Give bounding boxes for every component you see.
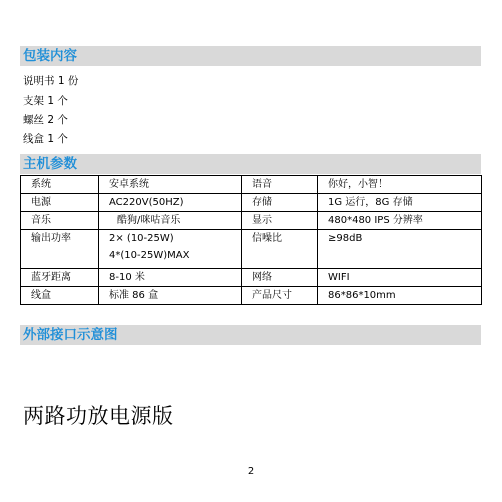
spec-value: WIFI bbox=[318, 269, 482, 287]
spec-label: 存储 bbox=[242, 194, 318, 212]
table-row bbox=[21, 269, 482, 287]
spec-label: 网络 bbox=[242, 269, 318, 287]
spec-label: 系统 bbox=[21, 176, 99, 194]
package-item: 螺丝 2 个 bbox=[23, 114, 68, 126]
spec-value: 2× (10-25W) bbox=[99, 230, 242, 248]
spec-value: AC220V(50HZ) bbox=[99, 194, 242, 212]
spec-label: 语音 bbox=[242, 176, 318, 194]
package-item: 说明书 1 份 bbox=[23, 75, 79, 87]
table-row bbox=[21, 194, 482, 212]
spec-value: 酷狗/咪咕音乐 bbox=[99, 212, 242, 230]
product-variant-title: 两路功放电源版 bbox=[23, 404, 174, 428]
spec-value: 8-10 米 bbox=[99, 269, 242, 287]
spec-label: 电源 bbox=[21, 194, 99, 212]
table-row bbox=[21, 176, 482, 194]
spec-value: 标准 86 盒 bbox=[99, 287, 242, 305]
table-row bbox=[21, 287, 482, 305]
spec-value: 1G 运行，8G 存储 bbox=[318, 194, 482, 212]
spec-value: 86*86*10mm bbox=[318, 287, 482, 305]
spec-label: 线盒 bbox=[21, 287, 99, 305]
table-row bbox=[21, 212, 482, 230]
page-number: 2 bbox=[247, 466, 255, 477]
section-heading-package: 包装内容 bbox=[20, 46, 481, 66]
spec-label: 产品尺寸 bbox=[242, 287, 318, 305]
spec-value: 480*480 IPS 分辨率 bbox=[318, 212, 482, 230]
spec-label: 蓝牙距离 bbox=[21, 269, 99, 287]
specs-table bbox=[20, 175, 482, 305]
package-item: 线盒 1 个 bbox=[23, 133, 68, 145]
spec-label: 音乐 bbox=[21, 212, 99, 230]
spec-label: 显示 bbox=[242, 212, 318, 230]
spec-value: 安卓系统 bbox=[99, 176, 242, 194]
section-heading-specs: 主机参数 bbox=[20, 154, 481, 174]
spec-value: ≥98dB bbox=[318, 230, 482, 269]
spec-value: 4*(10-25W)MAX bbox=[99, 247, 242, 268]
section-heading-interface: 外部接口示意图 bbox=[20, 325, 481, 345]
spec-label: 信噪比 bbox=[242, 230, 318, 269]
spec-label: 输出功率 bbox=[21, 230, 99, 269]
spec-value: 你好，小智！ bbox=[318, 176, 482, 194]
package-item: 支架 1 个 bbox=[23, 95, 68, 107]
table-row bbox=[21, 230, 482, 248]
